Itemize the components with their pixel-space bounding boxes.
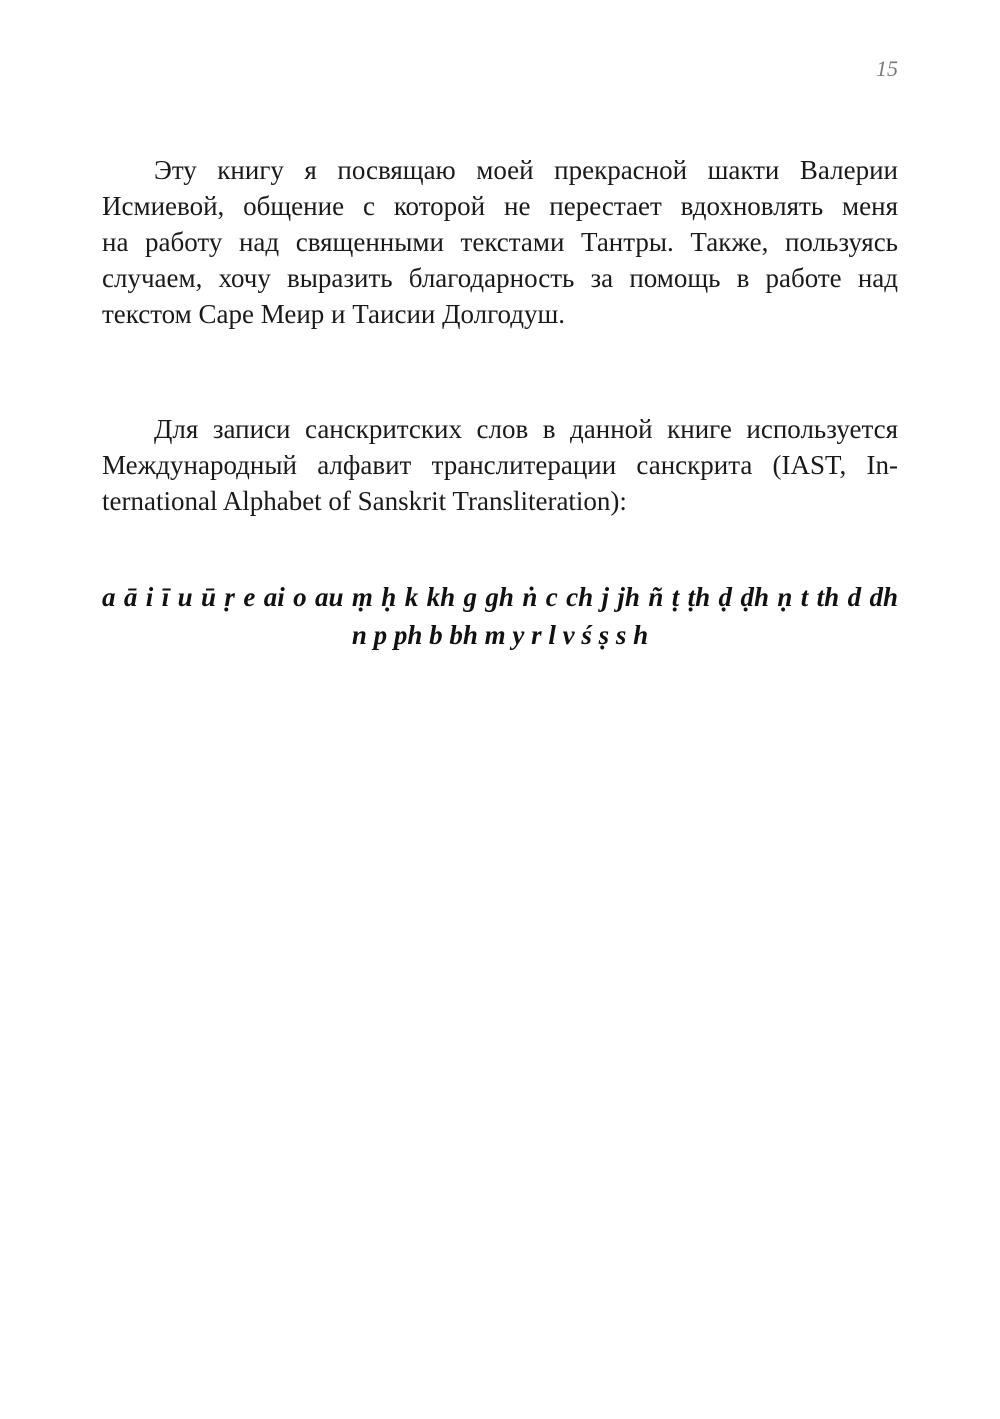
dedication-line: Эту книгу я посвящаю моей прекрасной шакти Валерии [154,155,898,185]
alphabet-line: n p ph b bh m y r l v ś ṣ s h [351,620,649,650]
page-number: 15 [876,56,898,81]
iast-intro-line: ternational Alphabet of Sanskrit Transliteration): [102,486,627,516]
dedication-line: случаем, хочу выразить благодарность за помощь в работе над [102,263,898,293]
iast-alphabet [102,578,898,654]
dedication-line: Исмиевой, общение с которой не перестает вдохновлять меня [102,191,898,221]
iast-intro-line: Международный алфавит транслитерации санскрита (IAST, In- [102,450,898,480]
dedication-paragraph [102,152,898,332]
iast-intro-line: Для записи санскритских слов в данной книге используется [154,414,898,444]
alphabet-line: a ā i ī u ū ṛ e ai o au ṃ ḥ k kh g gh ṅ c ch j jh ñ ṭ ṭh ḍ ḍh ṇ t th d dh [102,582,898,612]
iast-intro-paragraph [102,411,898,519]
dedication-line: на работу над священными текстами Тантры. Также, пользуясь [102,227,898,257]
dedication-line: текстом Саре Меир и Таисии Долгодуш. [102,299,566,329]
